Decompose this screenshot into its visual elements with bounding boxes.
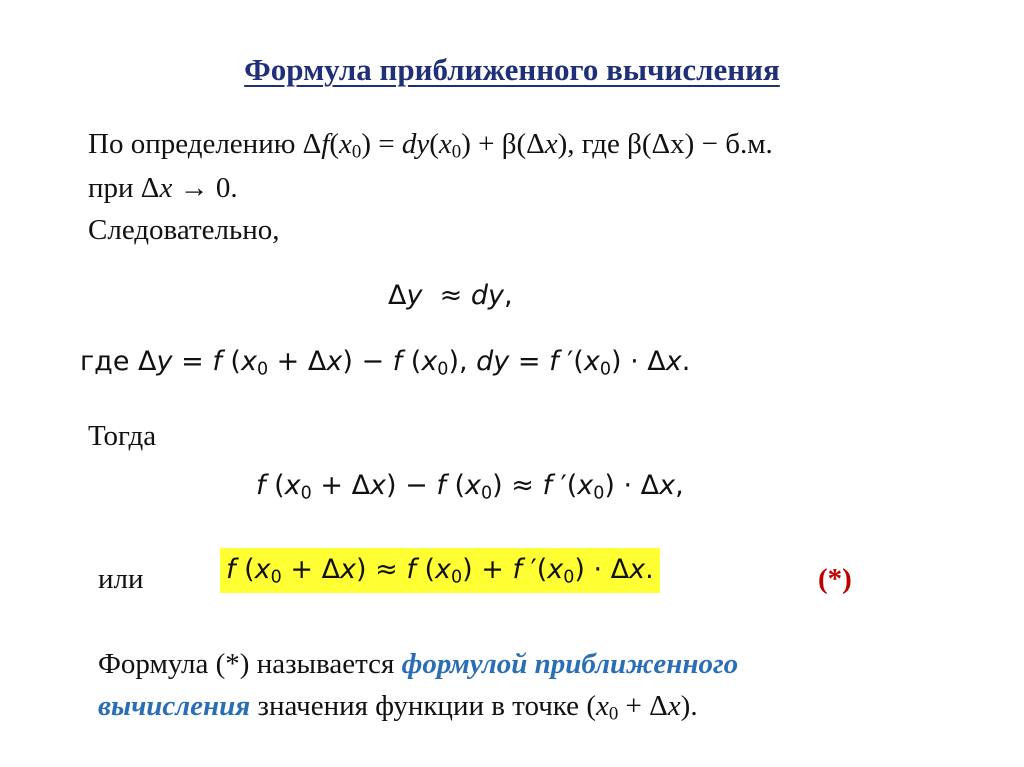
term-part-1: формулой приближенного	[401, 648, 739, 680]
condition-formula: Δx → 0.	[140, 172, 238, 204]
consequence-text: Следовательно,	[88, 214, 280, 246]
approx-formula: Δy ≈ dy,	[388, 280, 513, 311]
term-part-2: вычисления	[98, 690, 251, 722]
definition-line-1	[88, 128, 773, 164]
conclusion-suffix: значения функции в точке	[250, 690, 587, 722]
slide-title: Формула приближенного вычисления	[244, 52, 780, 87]
where-line: где Δy = f $(x_0 + \Delta x) - f$ $(x_0)$, dy = f $'(x_0) \cdot \Delta x$.	[80, 346, 691, 380]
highlighted-formula	[220, 554, 660, 587]
condition-word: при	[88, 172, 141, 204]
where-label: где	[80, 346, 130, 377]
conclusion-line-2	[98, 690, 698, 726]
conclusion-prefix: Формула (*) называется	[98, 648, 402, 680]
conclusion-line-1	[98, 648, 738, 681]
definition-lead: По определению	[88, 128, 303, 160]
or-label: или	[98, 563, 144, 595]
point-formula: $(x_0 + \Delta x)$.	[586, 690, 698, 725]
formula-highlight: f $(x_0 + \Delta x) \approx f$ $(x_0) + f$ $'(x_0) \cdot \Delta x$.	[220, 548, 660, 593]
difference-approx-formula: f $(x_0 + \Delta x) - f$ $(x_0) \approx f$ $'(x_0) \cdot \Delta x$,	[256, 470, 684, 504]
definition-formula: $\Delta f(x_0) = dy(x_0) + \beta(\Delta x)$, где β(Δx) − б.м.	[302, 128, 773, 163]
then-label: Тогда	[88, 420, 157, 452]
star-marker: (*)	[818, 563, 852, 595]
definition-line-2	[88, 172, 238, 205]
